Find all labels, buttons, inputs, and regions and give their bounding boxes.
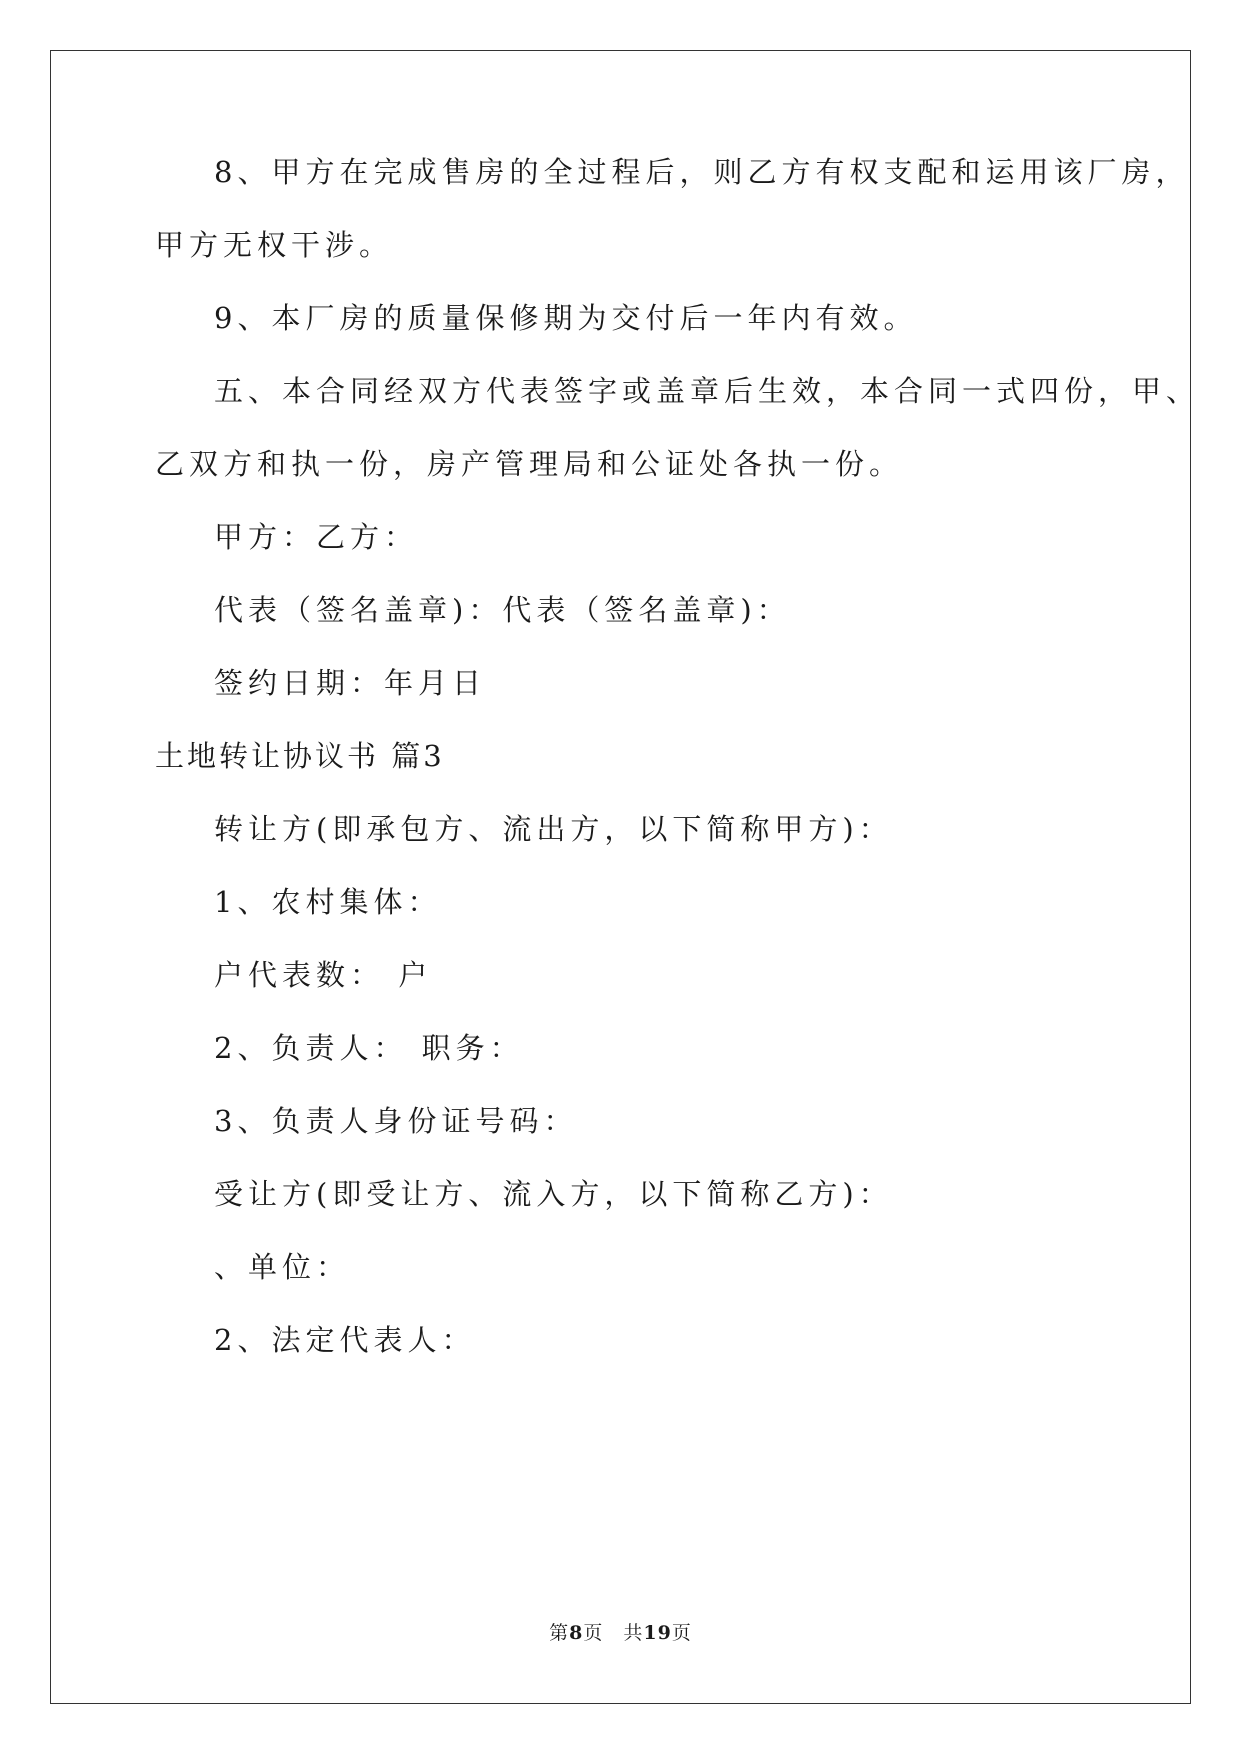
- representative-signature-labels: 代表（签名盖章)：代表（签名盖章)：: [214, 593, 791, 627]
- item-id-number: 3、负责人身份证号码：: [214, 1104, 578, 1138]
- item-household-representatives: 户代表数： 户: [214, 958, 433, 992]
- item-person-in-charge: 2、负责人： 职务：: [214, 1031, 524, 1065]
- item-rural-collective: 1、农村集体：: [214, 885, 442, 919]
- party-labels: 甲方：乙方：: [214, 520, 419, 554]
- item-unit: 、单位：: [214, 1250, 351, 1284]
- paragraph-section-5: 五、本合同经双方代表签字或盖章后生效，本合同一式四份，甲、: [214, 374, 1201, 408]
- footer-page-suffix: 页: [583, 1622, 604, 1644]
- footer-page-prefix: 第: [549, 1622, 570, 1644]
- footer-page-number: 8: [569, 1622, 584, 1644]
- paragraph-clause-8: 8、甲方在完成售房的全过程后，则乙方有权支配和运用该厂房，: [214, 155, 1190, 189]
- footer-total-pages: 19: [643, 1622, 672, 1644]
- section-heading: 土地转让协议书 篇3: [155, 739, 445, 773]
- signing-date: 签约日期：年月日: [214, 666, 487, 700]
- footer-total-prefix: 共: [623, 1622, 644, 1644]
- page-footer: [0, 1618, 1241, 1645]
- paragraph-section-5-continued: 乙双方和执一份，房产管理局和公证处各执一份。: [155, 447, 904, 481]
- paragraph-clause-9: 9、本厂房的质量保修期为交付后一年内有效。: [214, 301, 918, 335]
- paragraph-clause-8-continued: 甲方无权干涉。: [155, 228, 394, 262]
- footer-total-suffix: 页: [671, 1622, 692, 1644]
- transferor-label: 转让方(即承包方、流出方，以下简称甲方)：: [214, 812, 893, 846]
- item-legal-representative: 2、法定代表人：: [214, 1323, 476, 1357]
- transferee-label: 受让方(即受让方、流入方，以下简称乙方)：: [214, 1177, 893, 1211]
